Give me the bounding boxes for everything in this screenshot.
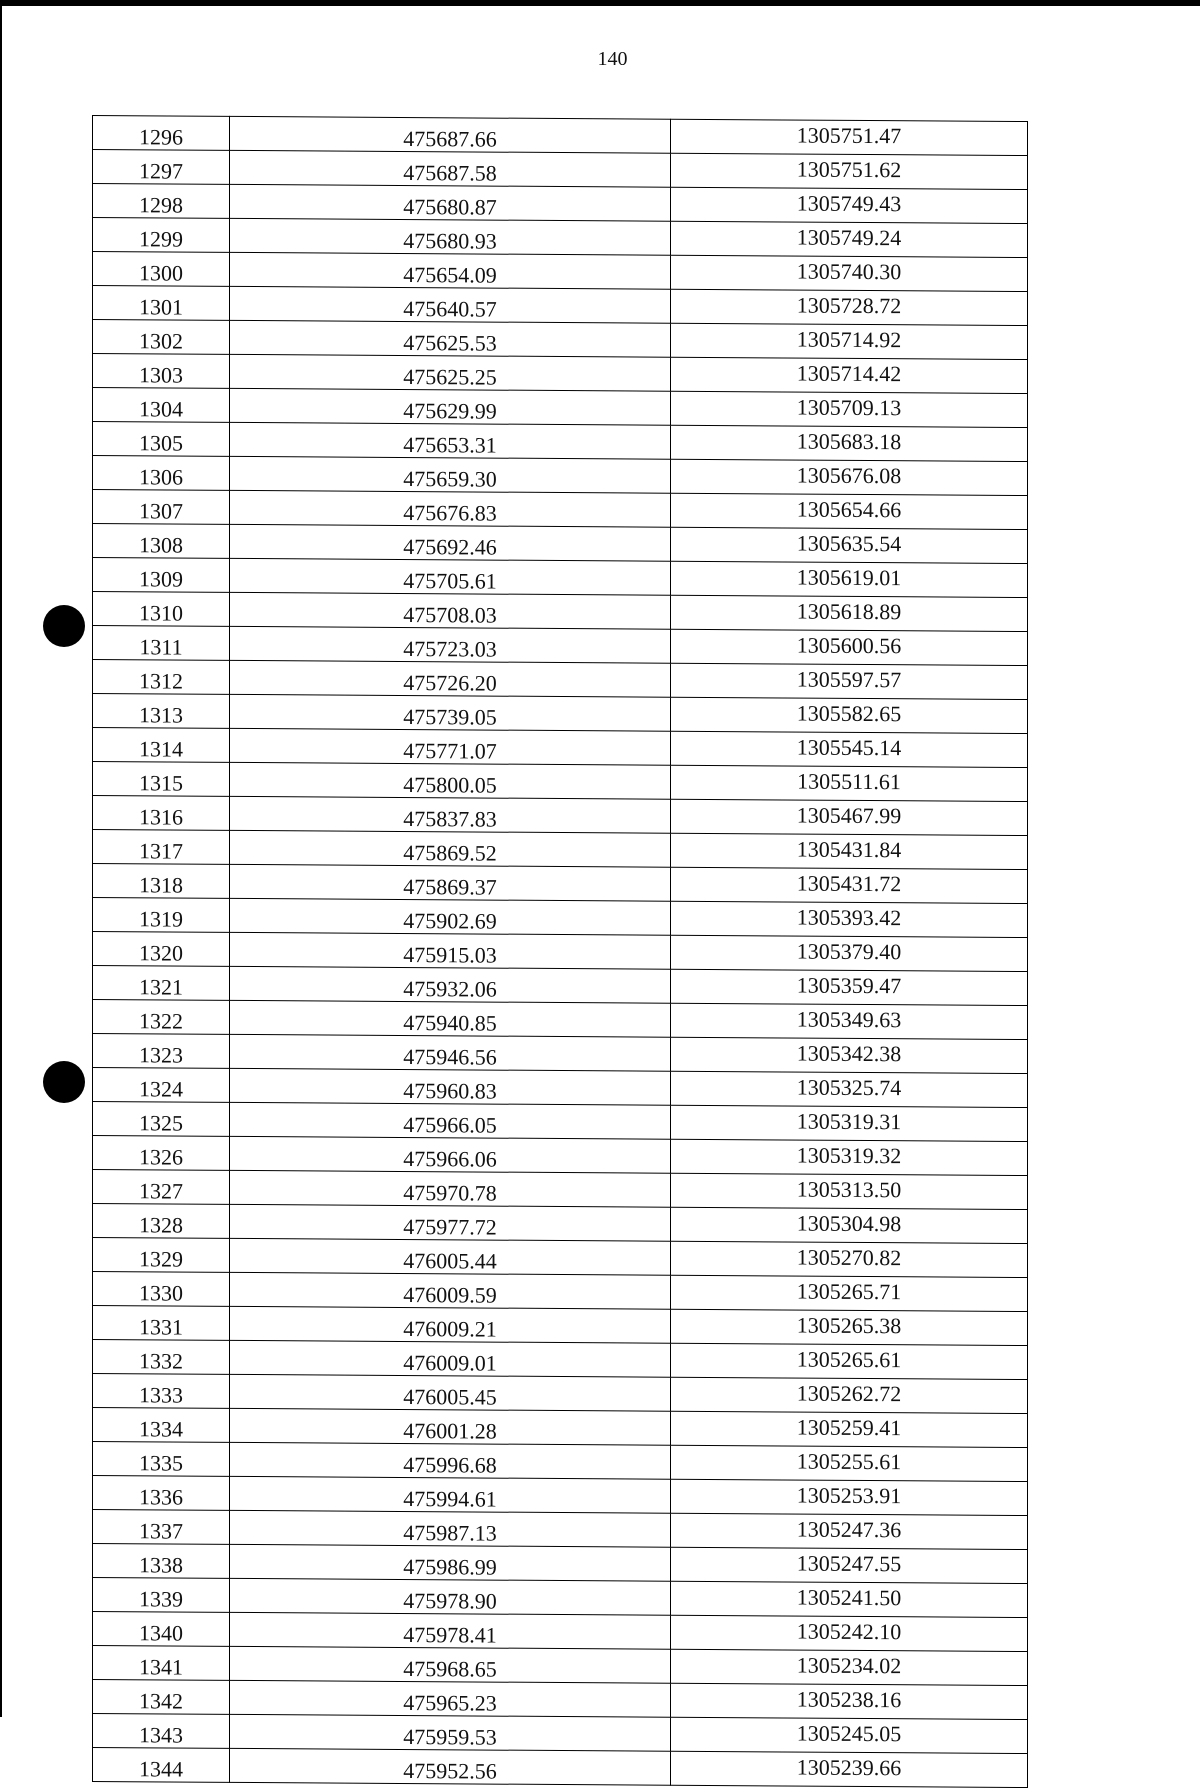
y-coordinate-cell: 1305751.62: [671, 153, 1028, 189]
y-coordinate-cell: 1305749.24: [671, 221, 1028, 257]
y-coordinate-cell: 1305714.92: [671, 323, 1028, 359]
x-coordinate-cell: 475960.83: [230, 1068, 671, 1105]
y-coordinate-cell: 1305247.55: [671, 1547, 1028, 1583]
point-number-cell: 1305: [93, 422, 230, 457]
point-number-cell: 1328: [93, 1204, 230, 1239]
x-coordinate-cell: 475952.56: [230, 1748, 671, 1785]
x-coordinate-cell: 475940.85: [230, 1000, 671, 1037]
x-coordinate-cell: 475680.87: [230, 184, 671, 221]
y-coordinate-cell: 1305431.84: [671, 833, 1028, 869]
y-coordinate-cell: 1305313.50: [671, 1173, 1028, 1209]
y-coordinate-cell: 1305714.42: [671, 357, 1028, 393]
x-coordinate-cell: 475994.61: [230, 1476, 671, 1513]
y-coordinate-cell: 1305265.71: [671, 1275, 1028, 1311]
page-frame-left: [0, 0, 2, 1717]
point-number-cell: 1338: [93, 1544, 230, 1579]
point-number-cell: 1297: [93, 150, 230, 185]
point-number-cell: 1307: [93, 490, 230, 525]
point-number-cell: 1310: [93, 592, 230, 627]
x-coordinate-cell: 475680.93: [230, 218, 671, 255]
x-coordinate-cell: 475705.61: [230, 558, 671, 595]
x-coordinate-cell: 475676.83: [230, 490, 671, 527]
y-coordinate-cell: 1305241.50: [671, 1581, 1028, 1617]
x-coordinate-cell: 475692.46: [230, 524, 671, 561]
x-coordinate-cell: 475996.68: [230, 1442, 671, 1479]
x-coordinate-cell: 476009.01: [230, 1340, 671, 1377]
point-number-cell: 1331: [93, 1306, 230, 1341]
x-coordinate-cell: 476005.44: [230, 1238, 671, 1275]
x-coordinate-cell: 476005.45: [230, 1374, 671, 1411]
x-coordinate-cell: 475869.52: [230, 830, 671, 867]
point-number-cell: 1319: [93, 898, 230, 933]
point-number-cell: 1313: [93, 694, 230, 729]
point-number-cell: 1306: [93, 456, 230, 491]
y-coordinate-cell: 1305265.61: [671, 1343, 1028, 1379]
y-coordinate-cell: 1305619.01: [671, 561, 1028, 597]
y-coordinate-cell: 1305245.05: [671, 1717, 1028, 1753]
point-number-cell: 1334: [93, 1408, 230, 1443]
y-coordinate-cell: 1305683.18: [671, 425, 1028, 461]
x-coordinate-cell: 475726.20: [230, 660, 671, 697]
point-number-cell: 1299: [93, 218, 230, 253]
table-row: [93, 1748, 1028, 1788]
coordinate-table: [92, 115, 1028, 1788]
x-coordinate-cell: 475946.56: [230, 1034, 671, 1071]
y-coordinate-cell: 1305379.40: [671, 935, 1028, 971]
point-number-cell: 1301: [93, 286, 230, 321]
y-coordinate-cell: 1305728.72: [671, 289, 1028, 325]
point-number-cell: 1344: [93, 1748, 230, 1783]
x-coordinate-cell: 475978.90: [230, 1578, 671, 1615]
y-coordinate-cell: 1305654.66: [671, 493, 1028, 529]
y-coordinate-cell: 1305270.82: [671, 1241, 1028, 1277]
point-number-cell: 1323: [93, 1034, 230, 1069]
punch-hole-mark: [43, 605, 85, 647]
y-coordinate-cell: 1305253.91: [671, 1479, 1028, 1515]
y-coordinate-cell: 1305259.41: [671, 1411, 1028, 1447]
x-coordinate-cell: 475977.72: [230, 1204, 671, 1241]
y-coordinate-cell: 1305582.65: [671, 697, 1028, 733]
point-number-cell: 1314: [93, 728, 230, 763]
point-number-cell: 1321: [93, 966, 230, 1001]
y-coordinate-cell: 1305265.38: [671, 1309, 1028, 1345]
x-coordinate-cell: 475654.09: [230, 252, 671, 289]
y-coordinate-cell: 1305635.54: [671, 527, 1028, 563]
y-coordinate-cell: 1305242.10: [671, 1615, 1028, 1651]
point-number-cell: 1315: [93, 762, 230, 797]
y-coordinate-cell: 1305618.89: [671, 595, 1028, 631]
punch-hole-mark: [43, 1061, 85, 1103]
x-coordinate-cell: 475970.78: [230, 1170, 671, 1207]
y-coordinate-cell: 1305239.66: [671, 1751, 1028, 1787]
y-coordinate-cell: 1305304.98: [671, 1207, 1028, 1243]
point-number-cell: 1324: [93, 1068, 230, 1103]
point-number-cell: 1311: [93, 626, 230, 661]
y-coordinate-cell: 1305359.47: [671, 969, 1028, 1005]
point-number-cell: 1336: [93, 1476, 230, 1511]
point-number-cell: 1322: [93, 1000, 230, 1035]
x-coordinate-cell: 475708.03: [230, 592, 671, 629]
point-number-cell: 1341: [93, 1646, 230, 1681]
y-coordinate-cell: 1305545.14: [671, 731, 1028, 767]
y-coordinate-cell: 1305676.08: [671, 459, 1028, 495]
y-coordinate-cell: 1305325.74: [671, 1071, 1028, 1107]
point-number-cell: 1300: [93, 252, 230, 287]
x-coordinate-cell: 475837.83: [230, 796, 671, 833]
point-number-cell: 1308: [93, 524, 230, 559]
point-number-cell: 1309: [93, 558, 230, 593]
x-coordinate-cell: 476009.21: [230, 1306, 671, 1343]
point-number-cell: 1329: [93, 1238, 230, 1273]
y-coordinate-cell: 1305740.30: [671, 255, 1028, 291]
x-coordinate-cell: 476009.59: [230, 1272, 671, 1309]
point-number-cell: 1320: [93, 932, 230, 967]
y-coordinate-cell: 1305319.31: [671, 1105, 1028, 1141]
x-coordinate-cell: 475978.41: [230, 1612, 671, 1649]
point-number-cell: 1296: [93, 116, 230, 151]
x-coordinate-cell: 475771.07: [230, 728, 671, 765]
point-number-cell: 1312: [93, 660, 230, 695]
point-number-cell: 1327: [93, 1170, 230, 1205]
point-number-cell: 1318: [93, 864, 230, 899]
x-coordinate-cell: 475625.53: [230, 320, 671, 357]
point-number-cell: 1337: [93, 1510, 230, 1545]
x-coordinate-cell: 475987.13: [230, 1510, 671, 1547]
point-number-cell: 1343: [93, 1714, 230, 1749]
x-coordinate-cell: 475800.05: [230, 762, 671, 799]
y-coordinate-cell: 1305467.99: [671, 799, 1028, 835]
x-coordinate-cell: 475902.69: [230, 898, 671, 935]
y-coordinate-cell: 1305262.72: [671, 1377, 1028, 1413]
y-coordinate-cell: 1305349.63: [671, 1003, 1028, 1039]
page-number: 140: [597, 48, 628, 70]
y-coordinate-cell: 1305751.47: [671, 119, 1028, 155]
x-coordinate-cell: 475968.65: [230, 1646, 671, 1683]
x-coordinate-cell: 475653.31: [230, 422, 671, 459]
y-coordinate-cell: 1305431.72: [671, 867, 1028, 903]
point-number-cell: 1303: [93, 354, 230, 389]
y-coordinate-cell: 1305255.61: [671, 1445, 1028, 1481]
x-coordinate-cell: 476001.28: [230, 1408, 671, 1445]
x-coordinate-cell: 475723.03: [230, 626, 671, 663]
y-coordinate-cell: 1305342.38: [671, 1037, 1028, 1073]
point-number-cell: 1330: [93, 1272, 230, 1307]
coordinate-table-body: [93, 116, 1028, 1788]
y-coordinate-cell: 1305600.56: [671, 629, 1028, 665]
x-coordinate-cell: 475965.23: [230, 1680, 671, 1717]
x-coordinate-cell: 475986.99: [230, 1544, 671, 1581]
y-coordinate-cell: 1305597.57: [671, 663, 1028, 699]
y-coordinate-cell: 1305393.42: [671, 901, 1028, 937]
x-coordinate-cell: 475966.06: [230, 1136, 671, 1173]
point-number-cell: 1326: [93, 1136, 230, 1171]
point-number-cell: 1332: [93, 1340, 230, 1375]
x-coordinate-cell: 475659.30: [230, 456, 671, 493]
x-coordinate-cell: 475640.57: [230, 286, 671, 323]
x-coordinate-cell: 475966.05: [230, 1102, 671, 1139]
x-coordinate-cell: 475959.53: [230, 1714, 671, 1751]
x-coordinate-cell: 475739.05: [230, 694, 671, 731]
y-coordinate-cell: 1305238.16: [671, 1683, 1028, 1719]
x-coordinate-cell: 475915.03: [230, 932, 671, 969]
y-coordinate-cell: 1305319.32: [671, 1139, 1028, 1175]
point-number-cell: 1340: [93, 1612, 230, 1647]
x-coordinate-cell: 475932.06: [230, 966, 671, 1003]
point-number-cell: 1339: [93, 1578, 230, 1613]
y-coordinate-cell: 1305709.13: [671, 391, 1028, 427]
point-number-cell: 1317: [93, 830, 230, 865]
point-number-cell: 1304: [93, 388, 230, 423]
point-number-cell: 1342: [93, 1680, 230, 1715]
x-coordinate-cell: 475687.66: [230, 116, 671, 153]
point-number-cell: 1316: [93, 796, 230, 831]
point-number-cell: 1333: [93, 1374, 230, 1409]
x-coordinate-cell: 475869.37: [230, 864, 671, 901]
y-coordinate-cell: 1305511.61: [671, 765, 1028, 801]
x-coordinate-cell: 475625.25: [230, 354, 671, 391]
point-number-cell: 1325: [93, 1102, 230, 1137]
y-coordinate-cell: 1305234.02: [671, 1649, 1028, 1685]
x-coordinate-cell: 475629.99: [230, 388, 671, 425]
point-number-cell: 1302: [93, 320, 230, 355]
page-frame-top: [0, 0, 1200, 6]
x-coordinate-cell: 475687.58: [230, 150, 671, 187]
point-number-cell: 1335: [93, 1442, 230, 1477]
y-coordinate-cell: 1305247.36: [671, 1513, 1028, 1549]
point-number-cell: 1298: [93, 184, 230, 219]
y-coordinate-cell: 1305749.43: [671, 187, 1028, 223]
